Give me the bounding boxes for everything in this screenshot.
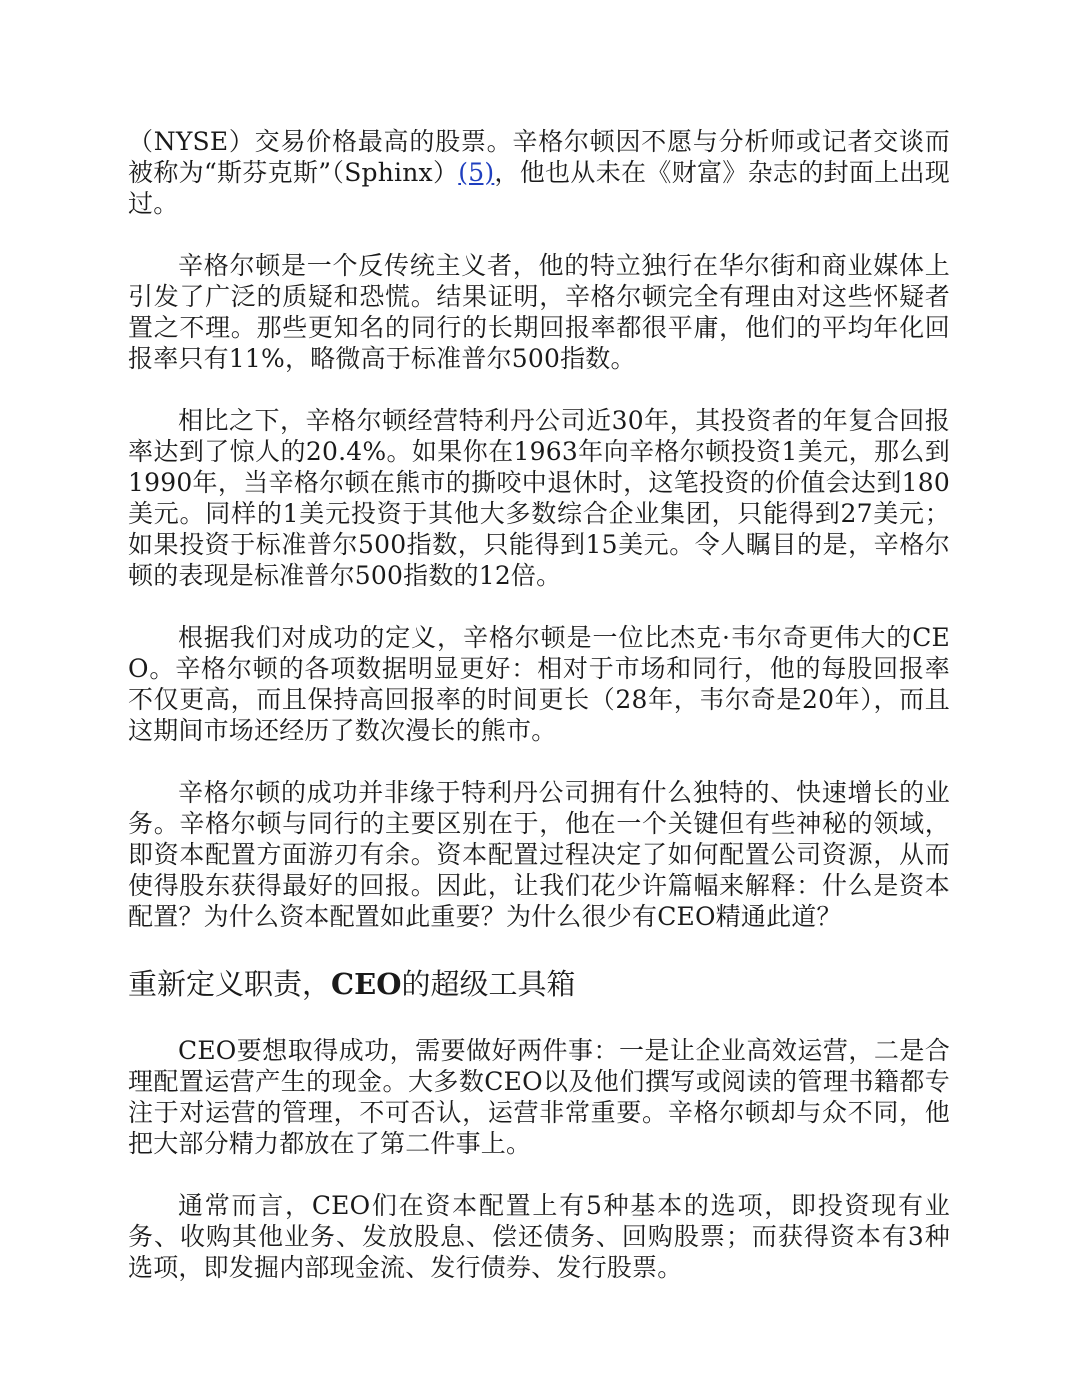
paragraph-1-text-a: （NYSE）交易价格最高的股票。辛格尔顿因不愿与分析师或记者交谈而被称为“斯芬克斯”（Sphinx） bbox=[128, 127, 950, 187]
document-page bbox=[128, 126, 950, 1283]
paragraph-6: CEO要想取得成功，需要做好两件事：一是让企业高效运营，二是合理配置运营产生的现金。大多数CEO以及他们撰写或阅读的管理书籍都专注于对运营的管理，不可否认，运营非常重要。辛格尔顿却与众不同，他把大部分精力都放在了第二件事上。 bbox=[128, 1036, 950, 1158]
section-heading bbox=[128, 964, 950, 1004]
section-heading-part-3: 的超级工具箱 bbox=[401, 967, 576, 1001]
footnote-link[interactable]: (5) bbox=[458, 158, 495, 187]
paragraph-1 bbox=[128, 126, 950, 219]
paragraph-2: 辛格尔顿是一个反传统主义者，他的特立独行在华尔街和商业媒体上引发了广泛的质疑和恐慌。结果证明，辛格尔顿完全有理由对这些怀疑者置之不理。那些更知名的同行的长期回报率都很平庸，他们的平均年化回报率只有11%，略微高于标准普尔500指数。 bbox=[128, 251, 950, 373]
section-heading-part-2: CEO bbox=[331, 967, 402, 1001]
paragraph-1-text-b: ，他也从未在《财富》杂志的封面上出现过。 bbox=[128, 158, 951, 218]
paragraph-4: 根据我们对成功的定义，辛格尔顿是一位比杰克·韦尔奇更伟大的CEO。辛格尔顿的各项数据明显更好：相对于市场和同行，他的每股回报率不仅更高，而且保持高回报率的时间更长（28年，韦尔奇是20年），而且这期间市场还经历了数次漫长的熊市。 bbox=[128, 623, 950, 745]
section-heading-part-1: 重新定义职责， bbox=[128, 967, 332, 1001]
paragraph-7: 通常而言，CEO们在资本配置上有5种基本的选项，即投资现有业务、收购其他业务、发放股息、偿还债务、回购股票；而获得资本有3种选项，即发掘内部现金流、发行债券、发行股票。 bbox=[128, 1191, 950, 1282]
paragraph-3: 相比之下，辛格尔顿经营特利丹公司近30年，其投资者的年复合回报率达到了惊人的20.4%。如果你在1963年向辛格尔顿投资1美元，那么到1990年，当辛格尔顿在熊市的撕咬中退休时，这笔投资的价值会达到180美元。同样的1美元投资于其他大多数综合企业集团，只能得到27美元；如果投资于标准普尔500指数，只能得到15美元。令人瞩目的是，辛格尔顿的表现是标准普尔500指数的12倍。 bbox=[128, 406, 950, 590]
paragraph-5: 辛格尔顿的成功并非缘于特利丹公司拥有什么独特的、快速增长的业务。辛格尔顿与同行的主要区别在于，他在一个关键但有些神秘的领域，即资本配置方面游刃有余。资本配置过程决定了如何配置公司资源，从而使得股东获得最好的回报。因此，让我们花少许篇幅来解释：什么是资本配置？为什么资本配置如此重要？为什么很少有CEO精通此道？ bbox=[128, 778, 950, 931]
